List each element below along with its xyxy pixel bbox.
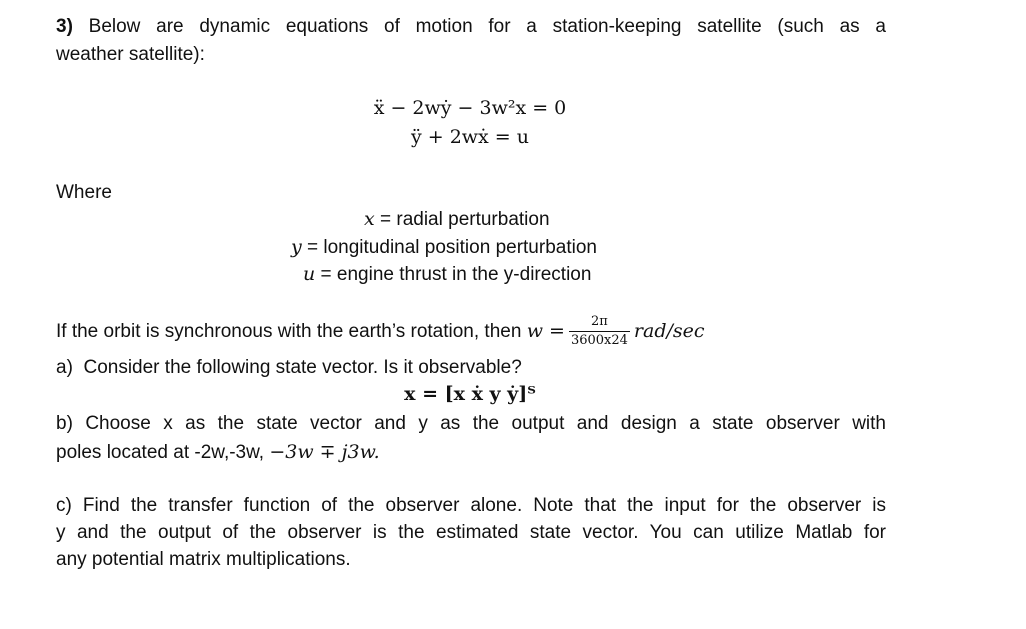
intro-text: Below are dynamic equations of motion for a station-keeping satellite (such as a: [88, 16, 886, 37]
where-label: Where: [56, 182, 112, 203]
intro-line-2: weather satellite):: [56, 44, 205, 65]
part-b-text: Choose x as the state vector and y as the output and design a state observer with: [85, 413, 886, 434]
part-c-line-2: y and the output of the observer is the estimated state vector. You can utilize Matlab for: [56, 522, 886, 543]
part-c-text-1: Find the transfer function of the observer alone. Note that the input for the observer is: [82, 495, 886, 516]
fraction-denominator: 3600x24: [570, 333, 628, 349]
equation-1: ẍ − 2wẏ − 3w²x = 0: [373, 97, 567, 119]
part-b-poles-math: −3w ∓ j3w.: [269, 441, 380, 463]
definition-x: [364, 207, 550, 232]
orbit-text: If the orbit is synchronous with the earth’s rotation, then: [56, 321, 522, 342]
definition-y: [291, 235, 597, 260]
definition-u-text: = engine thrust in the y-direction: [320, 264, 592, 285]
problem-number: 3): [56, 16, 73, 37]
definition-x-text: = radial perturbation: [380, 209, 550, 230]
orbit-line: [56, 313, 705, 350]
part-a-label: a): [56, 357, 73, 378]
part-b-line-2: [56, 440, 380, 465]
symbol-u: u: [303, 263, 316, 285]
unit-rad-sec: rad/sec: [633, 320, 705, 342]
omega-fraction: [569, 315, 630, 348]
definition-u: [303, 262, 591, 287]
intro-line-1: [56, 15, 886, 39]
symbol-x: x: [364, 208, 375, 230]
part-a-text: Consider the following state vector. Is it observable?: [83, 357, 522, 378]
part-b-label: b): [56, 413, 73, 434]
fraction-numerator: 2π: [569, 315, 630, 332]
equation-2: ÿ + 2wẋ = u: [410, 126, 530, 148]
part-c-line-3: any potential matrix multiplications.: [56, 549, 351, 570]
part-a: [56, 356, 522, 380]
definition-y-text: = longitudinal position perturbation: [307, 237, 597, 258]
part-b-line-1: [56, 412, 886, 436]
symbol-y: y: [291, 236, 302, 258]
state-vector: x = [x ẋ y ẏ]ᵀ: [404, 383, 536, 405]
part-c-line-1: [56, 494, 886, 518]
part-b-poles-text: poles located at -2w,-3w,: [56, 442, 265, 463]
part-c-label: c): [56, 495, 72, 516]
w-equals: w =: [526, 320, 565, 342]
